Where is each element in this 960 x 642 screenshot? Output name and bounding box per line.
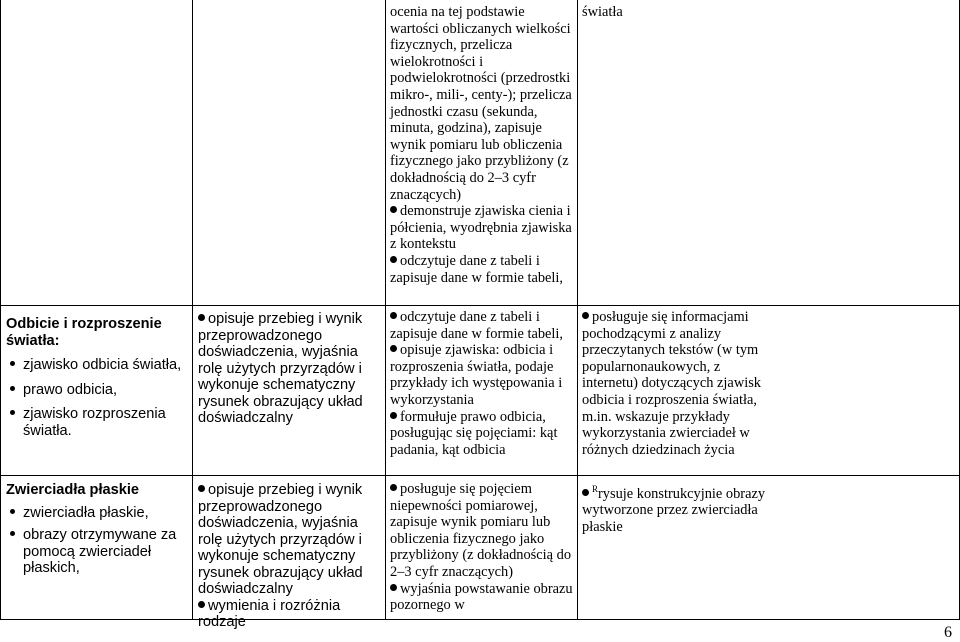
requirement-cell bbox=[582, 481, 772, 536]
column-divider bbox=[385, 0, 386, 620]
requirement-item: demonstruje zjawiska cienia i półcienia, wyodrębnia zjawiska z kontekstu bbox=[390, 203, 572, 253]
topic-item: zwierciadła płaskie, bbox=[6, 505, 188, 522]
requirement-item: opisuje zjawiska: odbicia i rozproszenia światła, podaje przykłady ich występowania i wykorzystania bbox=[390, 342, 563, 408]
requirement-item: posługuje się informacjami pochodzącymi z analizy przeczytanych tekstów (w tym popularnonaukowych, z internetu) dotyczących zjawisk odbicia i rozproszenia światła, m.in. wskazuje przykłady wykorzystania zwierciadeł w różnych dziedzinach życia bbox=[582, 309, 762, 458]
requirement-cell bbox=[198, 311, 382, 427]
requirement-item: odczytuje dane z tabeli i zapisuje dane w formie tabeli, bbox=[390, 252, 564, 286]
requirement-cell bbox=[582, 309, 772, 458]
requirement-cell bbox=[390, 481, 574, 614]
topic-cell-mirrors bbox=[6, 482, 188, 577]
requirement-cell bbox=[198, 482, 382, 631]
extended-marker: R bbox=[592, 484, 599, 494]
table-border bbox=[0, 0, 1, 620]
requirement-item: wyjaśnia powstawanie obrazu pozornego w bbox=[390, 580, 573, 614]
row-divider bbox=[0, 475, 960, 476]
topic-item: zjawisko odbicia światła, bbox=[6, 357, 188, 374]
requirement-item: posługuje się pojęciem niepewności pomiarowej, zapisuje wynik pomiaru lub obliczenia fizycznego jako przybliżony (z dokładnością do 2–3 cyfr znaczących) bbox=[390, 481, 572, 580]
column-divider bbox=[192, 0, 193, 620]
topic-title: Zwierciadła płaskie bbox=[6, 482, 140, 498]
requirement-item: $^R$rysuje konstrukcyjnie obrazy wytworzone przez zwierciadła płaskie bbox=[582, 484, 766, 535]
topic-title: Odbicie i rozproszenie światła: bbox=[6, 316, 162, 349]
page-number: 6 bbox=[944, 624, 952, 641]
column-divider bbox=[577, 0, 578, 620]
requirement-cell bbox=[390, 309, 574, 458]
row-divider bbox=[0, 305, 960, 306]
requirement-text: ocenia na tej podstawie wartości obliczanych wielkości fizycznych, przelicza wielokrotności i podwielokrotności (przedrostki mikro-, mili-, centy-); przelicza jednostki czasu (sekunda, minuta, godzina), zapisuje wynik pomiaru lub obliczenia fizycznego jako przybliżony (z dokładnością do 2–3 cyfr znaczących) bbox=[390, 4, 572, 203]
topic-item: prawo odbicia, bbox=[6, 382, 188, 399]
topic-cell-reflection bbox=[6, 316, 188, 439]
topic-item: zjawisko rozproszenia światła. bbox=[6, 406, 188, 439]
requirement-text: światła bbox=[582, 4, 623, 20]
requirement-item: wymienia i rozróżnia rodzaje bbox=[198, 597, 341, 630]
requirement-item: formułuje prawo odbicia, posługując się pojęciami: kąt padania, kąt odbicia bbox=[390, 408, 558, 458]
requirement-item: opisuje przebieg i wynik przeprowadzonego doświadczenia, wyjaśnia rolę użytych przyrządów i wykonuje schematyczny rysunek obrazujący układ doświadczalny bbox=[198, 311, 363, 426]
table-border bbox=[0, 619, 960, 620]
requirement-item: odczytuje dane z tabeli i zapisuje dane w formie tabeli, bbox=[390, 309, 564, 342]
requirement-cell bbox=[390, 4, 574, 286]
requirement-cell bbox=[582, 4, 772, 21]
requirement-item: opisuje przebieg i wynik przeprowadzonego doświadczenia, wyjaśnia rolę użytych przyrządów i wykonuje schematyczny rysunek obrazujący układ doświadczalny bbox=[198, 482, 363, 597]
topic-item: obrazy otrzymywane za pomocą zwierciadeł płaskich, bbox=[6, 527, 188, 577]
